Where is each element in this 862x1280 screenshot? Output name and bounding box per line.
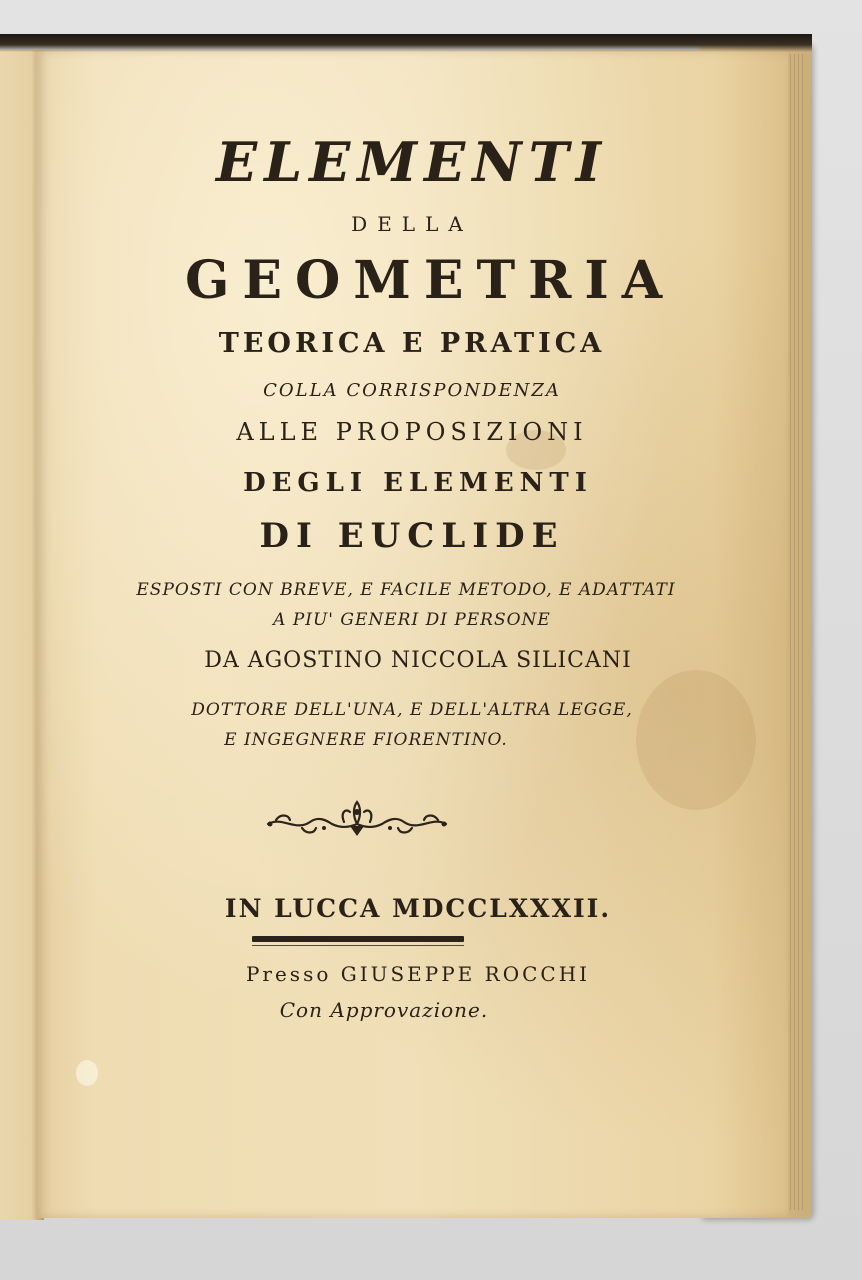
printer-name: Presso GIUSEPPE ROCCHI [245, 962, 591, 986]
author-credential: E INGEGNERE FIORENTINO. [224, 730, 508, 750]
title-page-text [36, 50, 788, 1218]
title-connector: DELLA [351, 212, 473, 236]
subtitle-line: DI EUCLIDE [259, 516, 565, 556]
subtitle-line: ALLE PROPOSIZIONI [236, 418, 588, 446]
subtitle-line: DEGLI ELEMENTI [243, 468, 593, 498]
book-top-shadow [0, 34, 812, 52]
description-line: A PIU' GENERI DI PERSONE [273, 610, 551, 630]
divider-rule [252, 945, 464, 946]
floral-vignette-icon [262, 798, 452, 842]
divider-rule [252, 936, 464, 942]
title-page [36, 50, 788, 1218]
description-line: ESPOSTI CON BREVE, E FACILE METODO, E ADATTATI [136, 580, 676, 600]
main-title: ELEMENTI [215, 130, 609, 194]
author-name: DA AGOSTINO NICCOLA SILICANI [204, 648, 632, 673]
author-credential: DOTTORE DELL'UNA, E DELL'ALTRA LEGGE, [191, 700, 633, 720]
subtitle-line: TEORICA E PRATICA [218, 328, 606, 359]
imprint-place-date: IN LUCCA MDCCLXXXII. [224, 894, 612, 923]
title-subject: GEOMETRIA [184, 250, 676, 311]
subtitle-line: COLLA CORRISPONDENZA [263, 380, 561, 401]
approval-note: Con Approvazione. [279, 998, 489, 1022]
